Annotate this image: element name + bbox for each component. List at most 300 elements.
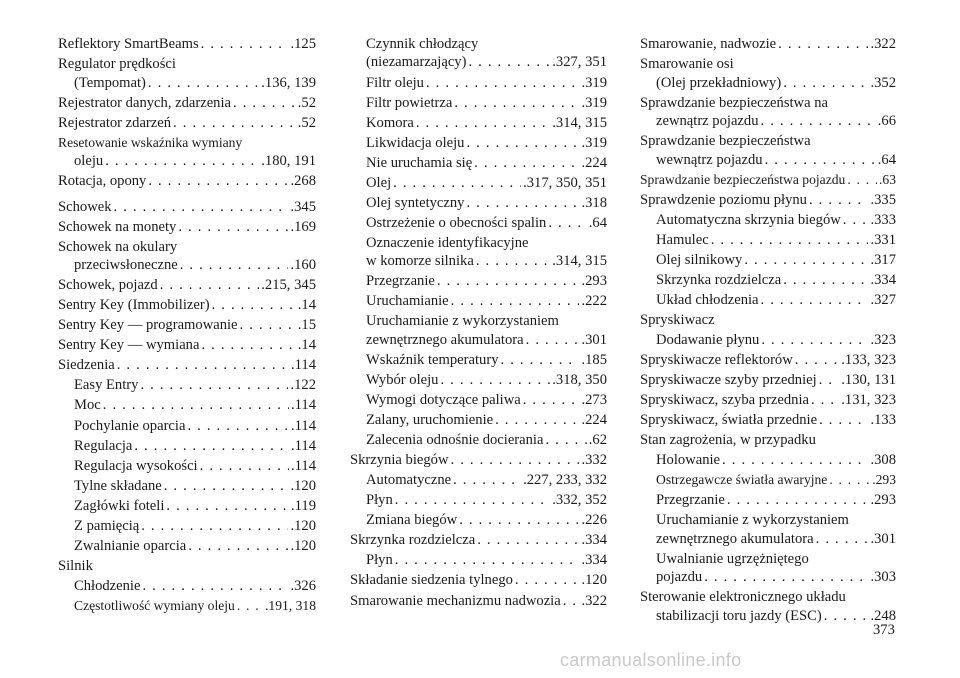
dot-leader: [451, 451, 580, 469]
index-entry-text: Zwalnianie oparcia: [74, 537, 187, 554]
index-entry-pages: .114: [291, 397, 316, 414]
index-entry: [350, 94, 607, 112]
page-number: 373: [873, 622, 895, 638]
index-entry: [350, 292, 607, 310]
dot-leader: [847, 171, 877, 189]
dot-leader: [811, 391, 839, 409]
index-entry-pages: .224: [581, 412, 607, 429]
index-entry-pages: .273: [581, 392, 607, 409]
index-entry-pages: .169: [290, 218, 316, 235]
index-entry: [350, 114, 607, 132]
index-entry-text: Filtr oleju: [366, 74, 424, 91]
index-entry-text: Sprawdzanie bezpieczeństwa: [640, 133, 811, 150]
index-entry-pages: .334: [581, 532, 607, 549]
index-entry: [350, 272, 607, 290]
index-entry-text: Dodawanie płynu: [656, 331, 760, 348]
index-entry: [58, 396, 316, 414]
index-entry-text: Easy Entry: [74, 377, 139, 394]
index-entry-pages: .227, 233, 332: [523, 472, 607, 489]
index-entry: [58, 537, 316, 555]
dot-leader: [477, 531, 579, 549]
index-entry: [640, 391, 896, 409]
index-entry: [350, 134, 607, 152]
index-entry-text: Schowek na okulary: [58, 238, 178, 255]
index-entry-text: stabilizacji toru jazdy (ESC): [656, 607, 822, 624]
index-entry-text: Zagłówki foteli: [74, 497, 165, 514]
index-entry: [640, 291, 896, 309]
index-entry-pages: .293: [870, 492, 896, 509]
index-entry-text: Spryskiwacz, światła przednie: [640, 412, 818, 429]
index-entry: [640, 431, 896, 449]
dot-leader: [761, 331, 868, 349]
dot-leader: [160, 276, 260, 294]
index-entry-text: Przegrzanie: [656, 492, 725, 509]
dot-leader: [148, 172, 288, 190]
index-entry-pages: .52: [297, 94, 316, 111]
index-entry-pages: .314, 315: [552, 253, 607, 270]
dot-leader: [140, 376, 288, 394]
dot-leader: [761, 112, 876, 130]
dot-leader: [526, 331, 580, 349]
dot-leader: [134, 437, 289, 455]
index-entry-pages: .293: [872, 472, 896, 488]
index-entry-text: Automatyczne: [366, 472, 452, 489]
dot-leader: [395, 491, 551, 509]
index-entry-text: Automatyczna skrzynia biegów: [656, 211, 841, 228]
index-entry-text: Spryskiwacz, szyba przednia: [640, 392, 809, 409]
dot-leader: [114, 198, 289, 216]
index-entry: [58, 94, 316, 112]
index-entry: [350, 551, 607, 569]
index-entry-pages: .293: [581, 273, 607, 290]
index-entry-text: Skrzynka rozdzielcza: [656, 271, 782, 288]
index-entry: [58, 55, 316, 92]
index-entry-text: Sentry Key — programowanie: [58, 317, 238, 334]
index-entry-pages: .318: [581, 194, 607, 211]
index-entry-pages: .130, 131: [841, 372, 896, 389]
dot-leader: [545, 431, 586, 449]
index-entry-pages: .332, 352: [552, 492, 607, 509]
index-entry-pages: .326: [290, 577, 316, 594]
dot-leader: [141, 517, 288, 535]
index-entry-pages: .314, 315: [552, 114, 607, 131]
index-entry: [350, 411, 607, 429]
dot-leader: [783, 74, 868, 92]
index-entry-text: pojazdu: [656, 569, 703, 586]
dot-leader: [166, 497, 289, 515]
index-entry-text: zewnętrznego akumulatora: [656, 530, 814, 547]
dot-leader: [237, 597, 263, 615]
index-entry-text: Uruchamianie: [366, 293, 449, 310]
index-entry-text: Schowek na monety: [58, 218, 177, 235]
index-entry-text: Olej syntetyczny: [366, 194, 465, 211]
index-entry-text: Skrzynka rozdzielcza: [350, 532, 476, 549]
index-entry-text: Silnik: [58, 557, 93, 574]
dot-leader: [117, 356, 289, 374]
index-entry: [58, 497, 316, 515]
index-entry: [640, 171, 896, 189]
index-entry: [640, 251, 896, 269]
index-entry: [640, 271, 896, 289]
index-entry-pages: .308: [870, 452, 896, 469]
index-entry-pages: .191, 318: [265, 597, 316, 613]
index-entry: [350, 391, 607, 409]
index-entry-text: Płyn: [366, 552, 393, 569]
index-entry-text: Regulacja: [74, 437, 133, 454]
index-entry-text: Spryskiwacze reflektorów: [640, 351, 793, 368]
index-entry-pages: .224: [581, 154, 607, 171]
index-entry-pages: .318, 350: [552, 372, 607, 389]
dot-leader: [201, 35, 289, 53]
index-entry: [58, 597, 316, 615]
dot-leader: [178, 218, 288, 236]
dot-leader: [819, 371, 840, 389]
index-entry: [58, 477, 316, 495]
index-entry-pages: .352: [870, 74, 896, 91]
index-entry-text: Wybór oleju: [366, 372, 439, 389]
index-entry-pages: .63: [879, 171, 896, 187]
index-entry: [640, 132, 896, 169]
index-entry-text: Likwidacja oleju: [366, 134, 465, 151]
index-entry: [640, 371, 896, 389]
index-entry-text: w komorze silnika: [366, 253, 474, 270]
index-entry-pages: .222: [581, 293, 607, 310]
index-entry: [58, 457, 316, 475]
index-entry-pages: .268: [290, 173, 316, 190]
dot-leader: [744, 251, 868, 269]
index-entry-text: Moc: [74, 397, 101, 414]
index-entry: [350, 154, 607, 172]
dot-leader: [829, 471, 870, 489]
index-entry-pages: .303: [870, 569, 896, 586]
dot-leader: [173, 114, 296, 132]
dot-leader: [466, 134, 579, 152]
index-entry: [58, 296, 316, 314]
index-entry: [350, 451, 607, 469]
index-entry-text: Olej: [366, 174, 392, 191]
dot-leader: [187, 417, 289, 435]
index-entry-text: Z pamięcią: [74, 517, 140, 534]
index-entry-text: Olej silnikowy: [656, 251, 743, 268]
dot-leader: [451, 292, 580, 310]
dot-leader: [453, 471, 521, 489]
index-entry-pages: .215, 345: [261, 277, 316, 294]
index-entry: [58, 172, 316, 190]
index-entry-pages: .331: [870, 231, 896, 248]
index-entry-pages: .226: [581, 512, 607, 529]
index-entry: [350, 471, 607, 489]
index-entry-pages: .317: [870, 251, 896, 268]
index-entry-pages: .14: [297, 337, 316, 354]
index-entry-text: Chłodzenie: [74, 577, 141, 594]
dot-leader: [440, 371, 550, 389]
index-entry-pages: .114: [291, 457, 316, 474]
index-entry-text: Nie uruchamia się: [366, 154, 473, 171]
index-entry-text: Oznaczenie identyfikacyjne: [366, 234, 529, 251]
dot-leader: [142, 577, 288, 595]
index-entry: [350, 351, 607, 369]
index-entry-text: Schowek: [58, 198, 112, 215]
index-entry-pages: .345: [290, 198, 316, 215]
index-entry-text: wewnątrz pojazdu: [656, 151, 763, 168]
index-entry-text: Sentry Key — wymiana: [58, 337, 200, 354]
index-entry-text: Smarowanie, nadwozie: [640, 36, 777, 52]
dot-leader: [816, 530, 869, 548]
index-entry: [640, 511, 896, 548]
dot-leader: [563, 592, 580, 610]
dot-leader: [523, 391, 580, 409]
dot-leader: [454, 94, 579, 112]
index-entry-text: zewnątrz pojazdu: [656, 113, 759, 129]
index-entry-pages: .323: [870, 331, 896, 348]
dot-leader: [466, 194, 579, 212]
index-entry-text: (Tempomat): [74, 74, 146, 91]
index-entry-text: Spryskiwacz: [640, 311, 715, 328]
dot-leader: [501, 351, 580, 369]
index-entry-pages: .327, 351: [552, 54, 607, 71]
index-entry-pages: .62: [588, 432, 607, 449]
index-entry: [640, 451, 896, 469]
dot-leader: [476, 252, 550, 270]
index-entry: [350, 312, 607, 349]
index-entry-pages: .301: [870, 530, 896, 547]
index-entry: [58, 356, 316, 374]
dot-leader: [426, 74, 579, 92]
dot-leader: [778, 35, 868, 53]
index-entry: [640, 491, 896, 509]
index-entry-pages: .122: [290, 377, 316, 394]
index-entry: [58, 557, 316, 575]
index-entry: [58, 114, 316, 132]
index-entry: [640, 55, 896, 92]
dot-leader: [495, 411, 579, 429]
index-entry-text: Częstotliwość wymiany oleju: [74, 597, 235, 613]
index-entry-pages: .131, 323: [841, 392, 896, 409]
index-entry-pages: .317, 350, 351: [523, 174, 607, 191]
dot-leader: [548, 214, 586, 232]
index-entry-text: Komora: [366, 114, 414, 131]
index-entry: [58, 316, 316, 334]
index-entry-pages: .64: [588, 214, 607, 231]
index-entry: [640, 331, 896, 349]
index-entry-text: Zalany, uruchomienie: [366, 412, 494, 429]
index-entry: [350, 214, 607, 232]
dot-leader: [824, 607, 869, 625]
index-entry-text: Sprawdzanie bezpieczeństwa pojazdu: [640, 171, 846, 187]
index-entry: [350, 174, 607, 192]
index-entry: [58, 517, 316, 535]
index-entry-pages: .136, 139: [261, 74, 316, 91]
index-entry-pages: .114: [291, 417, 316, 434]
index-entry-pages: .14: [297, 297, 316, 314]
index-entry: [58, 417, 316, 435]
dot-leader: [704, 568, 868, 586]
index-entry-text: Filtr powietrza: [366, 94, 453, 111]
index-entry-text: Zmiana biegów: [366, 512, 458, 529]
index-entry-pages: .160: [290, 257, 316, 274]
index-entry-text: Schowek, pojazd: [58, 277, 158, 294]
index-entry: [640, 35, 896, 53]
dot-leader: [819, 411, 868, 429]
index-entry-pages: .133: [870, 412, 896, 429]
index-entry-pages: .66: [877, 113, 896, 129]
index-entry-pages: .119: [291, 497, 316, 514]
index-entry: [640, 351, 896, 369]
dot-leader: [180, 256, 289, 274]
dot-leader: [843, 211, 869, 229]
dot-leader: [201, 336, 295, 354]
dot-leader: [727, 491, 869, 509]
index-entry: [350, 35, 607, 72]
index-entry-text: Rotacja, opony: [58, 173, 147, 190]
dot-leader: [459, 511, 579, 529]
index-entry-text: Rejestrator danych, zdarzenia: [58, 94, 232, 111]
dot-leader: [515, 571, 580, 589]
dot-leader: [765, 151, 876, 169]
index-entry-pages: .120: [290, 537, 316, 554]
index-entry-text: Ostrzegawcze światła awaryjne: [656, 472, 828, 488]
index-entry-pages: .180, 191: [261, 153, 316, 170]
index-column-3: [640, 35, 896, 627]
index-entry: [58, 134, 316, 171]
index-entry-text: przeciwsłoneczne: [74, 257, 178, 274]
index-entry-pages: .120: [290, 477, 316, 494]
dot-leader: [722, 451, 868, 469]
index-entry: [58, 238, 316, 275]
dot-leader: [711, 231, 869, 249]
dot-leader: [233, 94, 296, 112]
index-entry: [640, 311, 896, 329]
index-entry-text: (niezamarzający): [366, 54, 467, 71]
dot-leader: [437, 272, 580, 290]
index-entry-text: Reflektory SmartBeams: [58, 36, 199, 52]
index-entry-text: Resetowanie wskaźnika wymiany: [58, 134, 243, 150]
index-entry-text: Sentry Key (Immobilizer): [58, 297, 210, 314]
index-entry-text: Tylne składane: [74, 477, 162, 494]
watermark: carmanualsonline.info: [560, 650, 742, 670]
index-entry-text: Holowanie: [656, 452, 721, 469]
dot-leader: [468, 53, 550, 71]
index-entry-text: Sprawdzanie bezpieczeństwa na: [640, 94, 829, 111]
index-entry: [58, 577, 316, 595]
index-entry-text: Siedzenia: [58, 357, 115, 374]
index-column-2: [350, 35, 607, 612]
index-entry: [640, 471, 896, 489]
index-entry: [640, 588, 896, 625]
index-entry-text: Zalecenia odnośnie docierania: [366, 432, 544, 449]
index-entry-text: Uwalnianie ugrzężniętego: [656, 550, 809, 567]
index-entry-text: Uruchamianie z wykorzystaniem: [656, 512, 849, 529]
index-entry-text: (Olej przekładniowy): [656, 74, 782, 91]
index-entry: [350, 571, 607, 589]
dot-leader: [200, 457, 289, 475]
index-entry: [350, 431, 607, 449]
index-entry-text: Płyn: [366, 492, 393, 509]
index-entry-pages: .335: [870, 191, 896, 208]
index-entry: [350, 234, 607, 271]
index-entry-pages: .301: [581, 331, 607, 348]
index-entry-pages: .114: [291, 437, 316, 454]
index-entry-pages: .114: [291, 357, 316, 374]
dot-leader: [164, 477, 289, 495]
index-column-1: [58, 35, 316, 617]
index-entry-text: Stan zagrożenia, w przypadku: [640, 432, 816, 449]
index-entry-pages: .334: [870, 271, 896, 288]
dot-leader: [105, 152, 259, 170]
index-entry: [58, 218, 316, 236]
index-entry: [350, 194, 607, 212]
index-entry-pages: .64: [877, 151, 896, 168]
index-entry: [58, 336, 316, 354]
index-entry: [640, 191, 896, 209]
index-entry-pages: .327: [870, 291, 896, 308]
index-entry-pages: .333: [870, 211, 896, 228]
index-entry-text: Ostrzeżenie o obecności spalin: [366, 214, 547, 231]
index-entry-pages: .133, 323: [841, 351, 896, 368]
index-entry-pages: .120: [290, 517, 316, 534]
index-entry-text: Składanie siedzenia tylnego: [350, 572, 513, 589]
index-entry-pages: .120: [581, 572, 607, 589]
index-entry-pages: .15: [297, 317, 316, 334]
index-entry-text: Smarowanie mechanizmu nadwozia: [350, 592, 561, 609]
dot-leader: [783, 271, 868, 289]
index-entry-text: Sprawdzenie poziomu płynu: [640, 191, 807, 208]
index-entry: [640, 550, 896, 587]
index-entry: [350, 511, 607, 529]
index-entry-text: Rejestrator zdarzeń: [58, 114, 172, 131]
index-entry-pages: .125: [290, 36, 316, 52]
index-entry: [640, 94, 896, 131]
dot-leader: [103, 396, 289, 414]
index-entry: [58, 276, 316, 294]
index-entry-text: zewnętrznego akumulatora: [366, 331, 524, 348]
index-entry-text: Smarowanie osi: [640, 56, 734, 73]
index-entry-text: Spryskiwacze szyby przedniej: [640, 372, 817, 389]
dot-leader: [212, 296, 296, 314]
index-entry-pages: .319: [581, 74, 607, 91]
index-entry-pages: .319: [581, 94, 607, 111]
index-entry-text: Regulacja wysokości: [74, 457, 198, 474]
index-entry-text: Wymogi dotyczące paliwa: [366, 392, 521, 409]
dot-leader: [395, 551, 580, 569]
dot-leader: [188, 537, 288, 555]
index-entry: [640, 211, 896, 229]
index-entry: [350, 531, 607, 549]
index-entry: [350, 592, 607, 610]
index-entry-text: Przegrzanie: [366, 273, 435, 290]
index-entry-text: Uruchamianie z wykorzystaniem: [366, 313, 559, 330]
dot-leader: [240, 316, 296, 334]
dot-leader: [809, 191, 868, 209]
index-entry-text: Regulator prędkości: [58, 56, 176, 73]
index-entry: [350, 371, 607, 389]
index-entry-text: Sterowanie elektronicznego układu: [640, 589, 846, 606]
index-entry-text: Układ chłodzenia: [656, 291, 759, 308]
dot-leader: [148, 74, 259, 92]
index-entry: [58, 35, 316, 53]
index-entry: [58, 198, 316, 216]
index-entry-text: Wskaźnik temperatury: [366, 351, 499, 368]
dot-leader: [761, 291, 869, 309]
index-entry: [640, 231, 896, 249]
index-entry-text: Hamulec: [656, 231, 709, 248]
index-entry: [58, 437, 316, 455]
dot-leader: [795, 351, 839, 369]
index-entry-pages: .322: [581, 592, 607, 609]
index-entry-text: Pochylanie oparcia: [74, 417, 186, 434]
dot-leader: [393, 174, 521, 192]
index-entry-text: Skrzynia biegów: [350, 452, 449, 469]
